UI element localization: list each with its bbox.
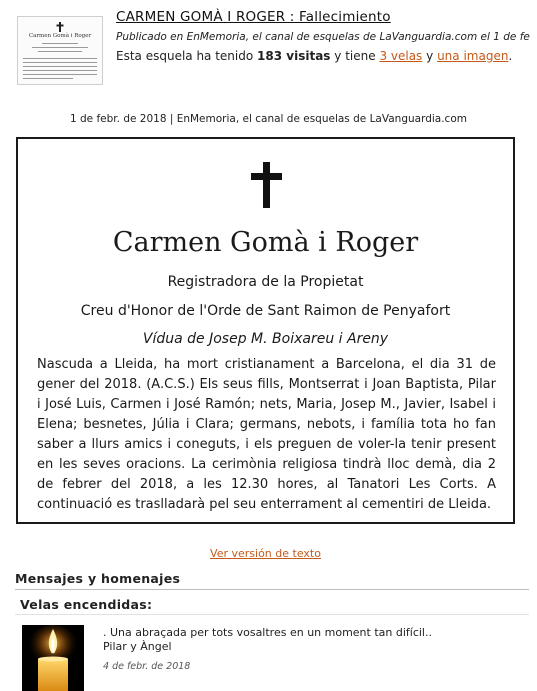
published-info: Publicado en EnMemoria, el canal de esquelas de LaVanguardia.com el 1 de fe bbox=[116, 31, 530, 43]
obituary-title-link[interactable]: CARMEN GOMÀ I ROGER : Fallecimiento bbox=[116, 9, 391, 25]
visits-info bbox=[116, 49, 512, 63]
cross-icon bbox=[251, 162, 282, 208]
obituary-thumbnail[interactable] bbox=[17, 16, 103, 85]
thumbnail-text-line bbox=[32, 47, 88, 48]
image-link[interactable]: una imagen bbox=[437, 49, 509, 63]
thumbnail-text-line bbox=[42, 43, 78, 44]
notice-honor-line: Creu d'Honor de l'Orde de Sant Raimon de Penyafort bbox=[80, 303, 451, 319]
message-line: . Una abraçada per tots vosaltres en un moment tan difícil.. bbox=[103, 626, 432, 639]
thumbnail-text-line bbox=[23, 78, 73, 79]
end-period: . bbox=[508, 49, 513, 63]
visits-count: 183 visitas bbox=[257, 49, 331, 63]
message-author: Pilar y Àngel bbox=[103, 640, 172, 653]
candles-heading: Velas encendidas: bbox=[20, 597, 153, 612]
notice-title-line: Registradora de la Propietat bbox=[167, 274, 364, 290]
thumbnail-text-line bbox=[23, 70, 97, 71]
deceased-name: Carmen Gomà i Roger bbox=[112, 227, 419, 258]
messages-heading: Mensajes y homenajes bbox=[15, 571, 181, 586]
cross-icon bbox=[56, 22, 64, 32]
text-version-link[interactable]: Ver versión de texto bbox=[210, 547, 321, 560]
candles-link[interactable]: 3 velas bbox=[379, 49, 423, 63]
thumbnail-text-line bbox=[23, 66, 97, 67]
thumbnail-name: Carmen Gomà i Roger bbox=[28, 33, 92, 39]
candle-icon bbox=[22, 625, 84, 691]
thumbnail-text-line bbox=[23, 74, 97, 75]
and-word: y bbox=[426, 49, 434, 63]
thumbnail-text-line bbox=[38, 51, 82, 52]
message-date: 4 de febr. de 2018 bbox=[103, 661, 191, 672]
notice-widow-line: Vídua de Josep M. Boixareu i Areny bbox=[142, 331, 389, 347]
visits-prefix: Esta esquela ha tenido bbox=[116, 49, 254, 63]
thumbnail-text-line bbox=[23, 62, 97, 63]
message-text bbox=[103, 626, 432, 654]
notice-body: Nascuda a Lleida, ha mort cristianament a Barcelona, el dia 31 de gener del 2018. (A.C.S.) Els seus fills, Montserrat i Joan Baptista, Pilar i José Luis, Carmen i José Ramón; nets, Maria, Josep M., Javier, Isabel i Elena; besnetes, Júlia i Clara; germans, nebots, i família tota ho fan saber a llurs amics i coneguts, i els preguen de voler-la tenir present en les seves oracions. La cerimònia religiosa tindrà lloc demà, dia 2 de febrer del 2018, a les 12.30 hores, al Tanatori Les Corts. A continuació es traslladarà pel seu enterrament al cementiri de Lleida. bbox=[37, 357, 496, 512]
thumbnail-text-line bbox=[23, 58, 97, 59]
divider bbox=[15, 614, 529, 615]
obituary-notice bbox=[16, 137, 515, 524]
visits-middle: y tiene bbox=[334, 49, 376, 63]
divider bbox=[15, 589, 529, 590]
dateline: 1 de febr. de 2018 | EnMemoria, el canal de esquelas de LaVanguardia.com bbox=[69, 113, 467, 125]
